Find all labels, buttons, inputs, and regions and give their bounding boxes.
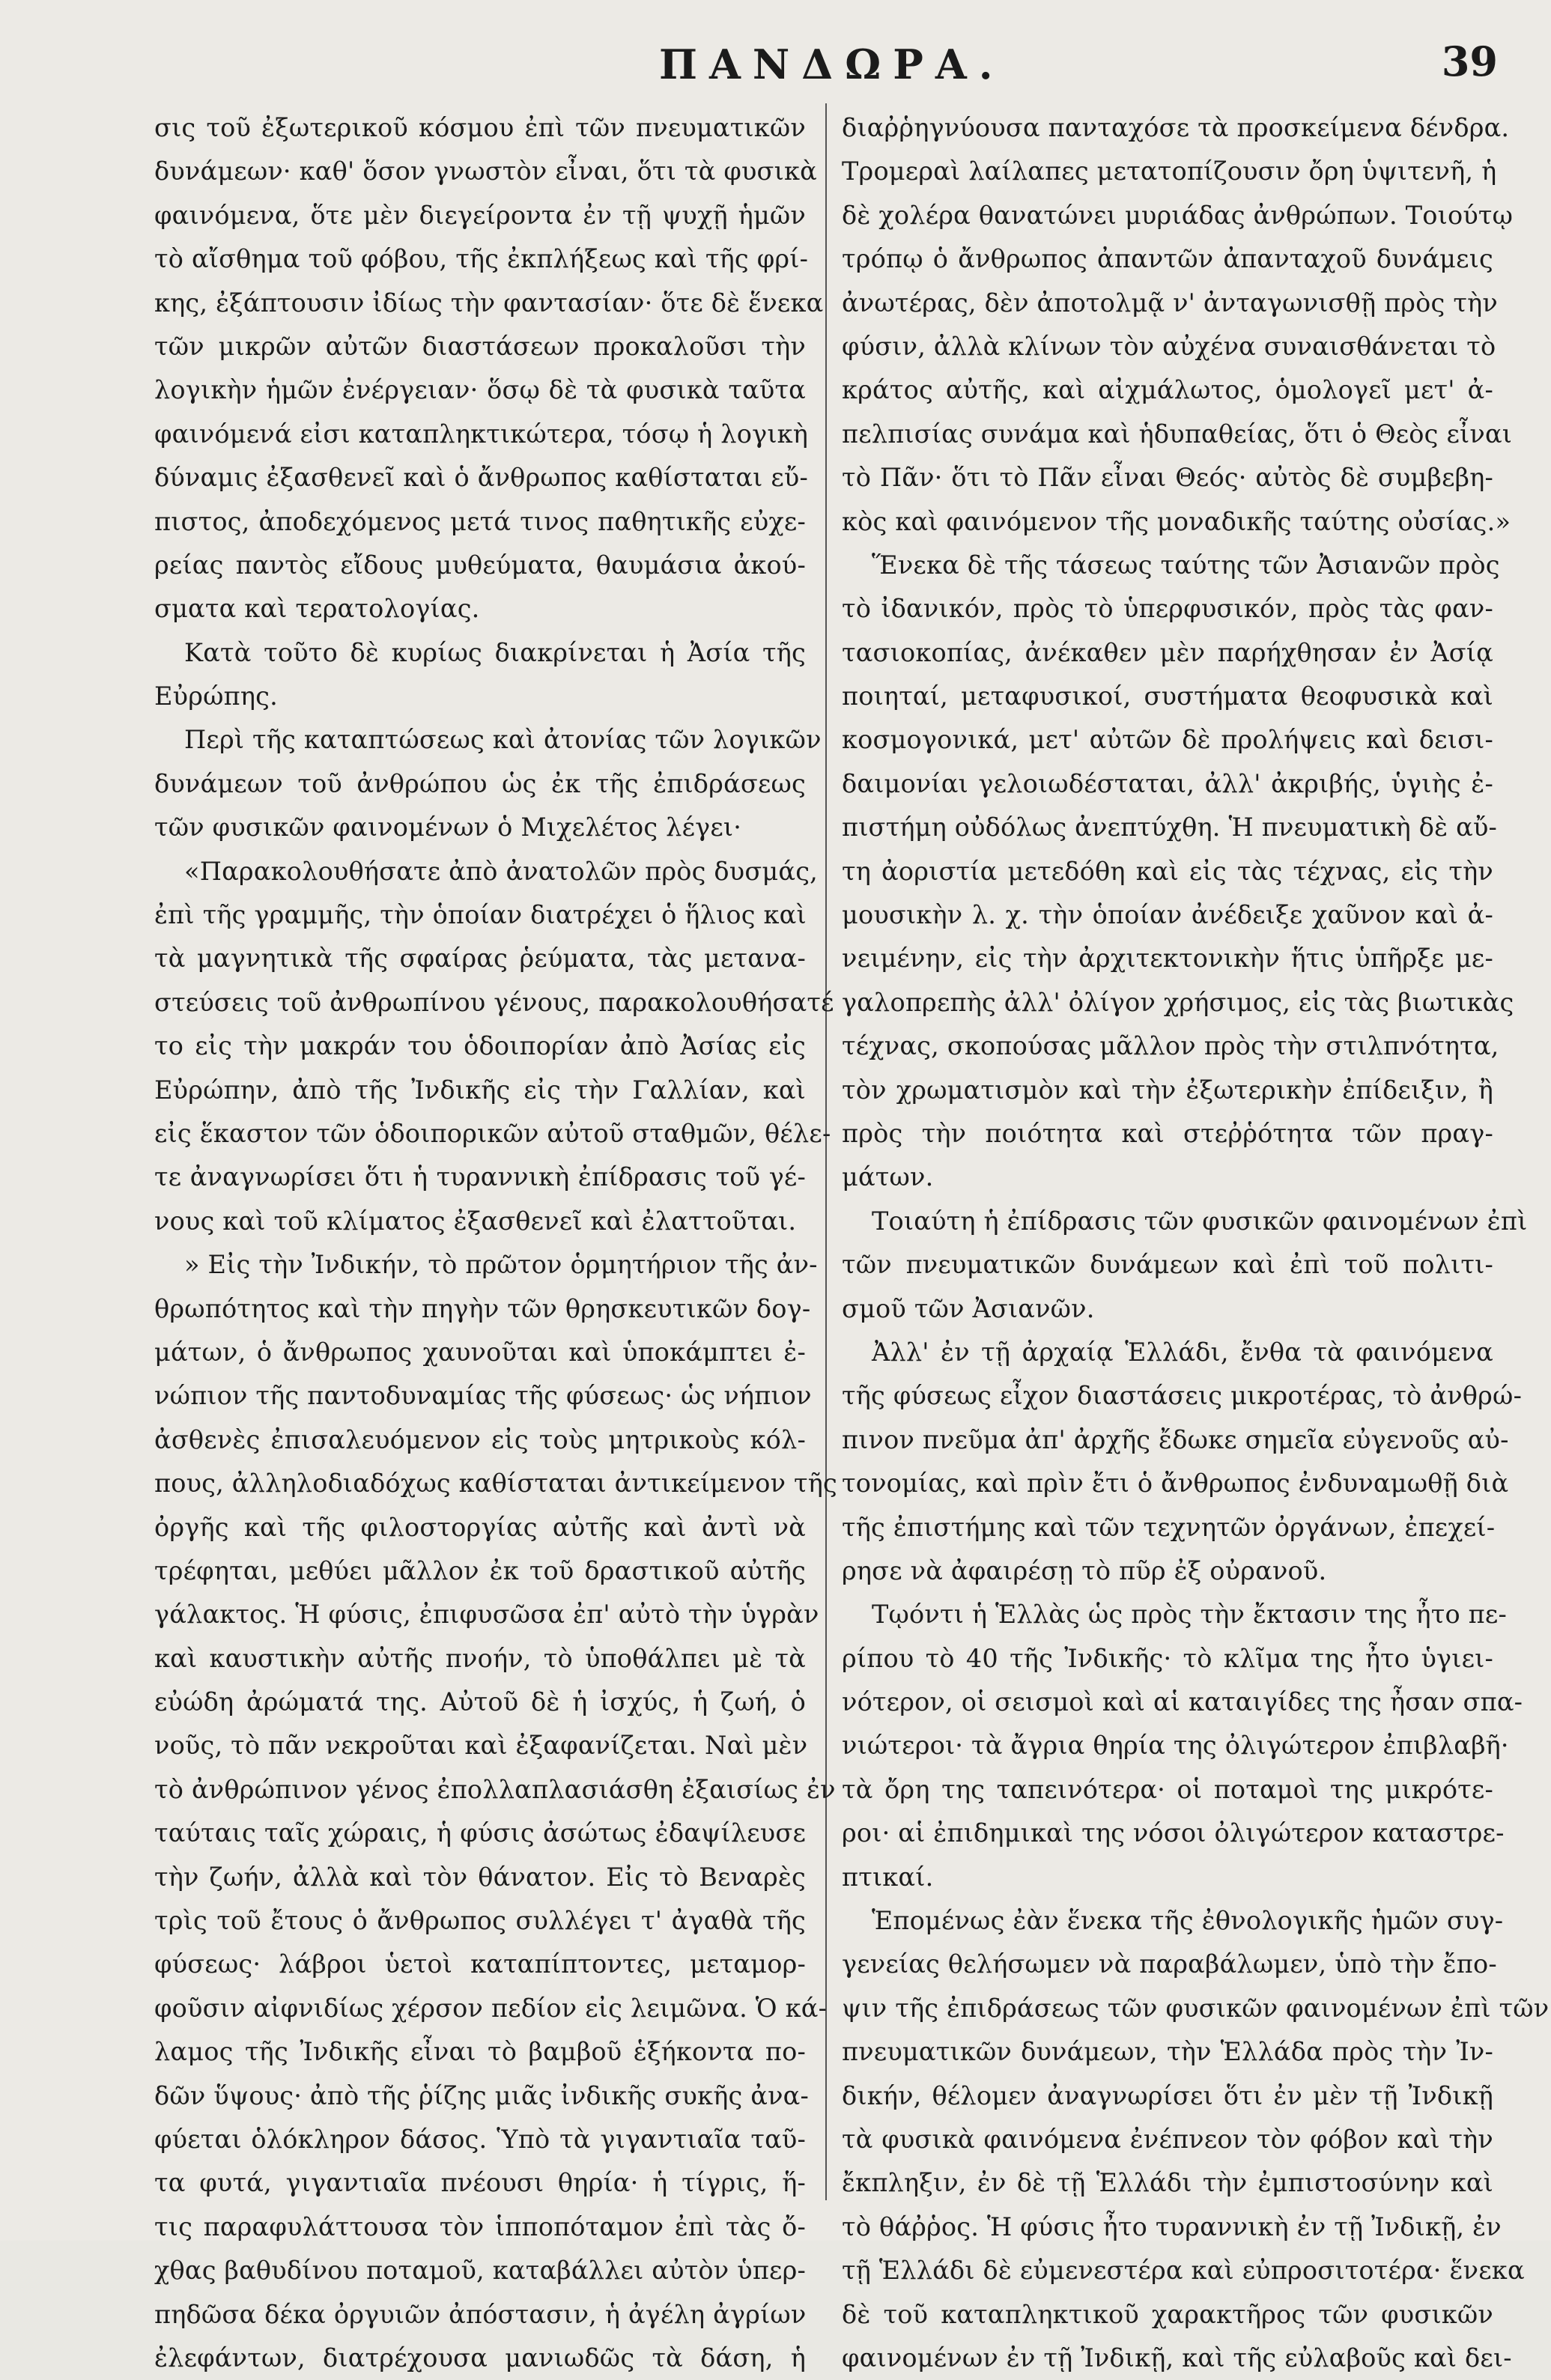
text-line: Εὐρώπην, ἀπὸ τῆς Ἰνδικῆς εἰς τὴν Γαλλίαν, καὶ — [154, 1075, 806, 1105]
text-line: Περὶ τῆς καταπτώσεως καὶ ἀτονίας τῶν λογικῶν — [184, 725, 822, 755]
text-line: Ἕνεκα δὲ τῆς τάσεως ταύτης τῶν Ἀσιανῶν πρὸς — [872, 550, 1500, 580]
text-line: Τῳόντι ἡ Ἑλλὰς ὡς πρὸς τὴν ἔκτασιν της ἦτο πε- — [872, 1600, 1507, 1630]
text-line: τὸ ἰδανικόν, πρὸς τὸ ὑπερφυσικόν, πρὸς τὰς φαν- — [842, 594, 1493, 624]
text-line: πους, ἀλληλοδιαδόχως καθίσταται ἀντικείμενον τῆς — [154, 1469, 838, 1499]
text-line: πρὸς τὴν ποιότητα καὶ στεῤῥότητα τῶν πραγ- — [842, 1118, 1493, 1148]
text-line: Εὐρώπης. — [154, 681, 278, 711]
text-line: νότερον, οἱ σεισμοὶ καὶ αἱ καταιγίδες της ἦσαν σπα- — [842, 1687, 1523, 1717]
text-line: δυνάμεων· καθ' ὅσον γνωστὸν εἶναι, ὅτι τὰ φυσικὰ — [154, 157, 817, 186]
text-line: ταύταις ταῖς χώραις, ἡ φύσις ἀσώτως ἐδαψίλευσε — [154, 1818, 806, 1848]
text-line: «Παρακολουθήσατε ἀπὸ ἀνατολῶν πρὸς δυσμάς, — [184, 856, 819, 886]
text-line: ἔκπληξιν, ἐν δὲ τῇ Ἑλλάδι τὴν ἐμπιστοσύνην καὶ — [842, 2168, 1493, 2198]
text-line: ἀνωτέρας, δὲν ἀποτολμᾷ ν' ἀνταγωνισθῇ πρὸς τὴν — [842, 288, 1498, 318]
text-line: πιστος, ἀποδεχόμενος μετά τινος παθητικῆς εὐχε- — [154, 506, 806, 536]
text-line: ἐπὶ τῆς γραμμῆς, τὴν ὁποίαν διατρέχει ὁ ἥλιος καὶ — [154, 900, 807, 930]
text-line: δὲ τοῦ καταπληκτικοῦ χαρακτῆρος τῶν φυσικῶν — [842, 2299, 1493, 2329]
text-line: τὸ Πᾶν· ὅτι τὸ Πᾶν εἶναι Θεός· αὐτὸς δὲ συμβεβη- — [842, 463, 1493, 493]
text-line: νιώτεροι· τὰ ἄγρια θηρία της ὀλιγώτερον ἐπιβλαβῆ· — [842, 1731, 1509, 1761]
text-line: πινον πνεῦμα ἀπ' ἀρχῆς ἔδωκε σημεῖα εὐγενοῦς αὐ- — [842, 1424, 1509, 1454]
text-line: φύσιν, ἀλλὰ κλίνων τὸν αὐχένα συναισθάνεται τὸ — [842, 331, 1496, 361]
text-line: τὴν ζωήν, ἀλλὰ καὶ τὸν θάνατον. Εἰς τὸ Βεναρὲς — [154, 1862, 806, 1892]
text-line: νοῦς, τὸ πᾶν νεκροῦται καὶ ἐξαφανίζεται. Ναὶ μὲν — [154, 1731, 808, 1761]
text-line: τῶν φυσικῶν φαινομένων ὁ Μιχελέτος λέγει· — [154, 813, 742, 843]
text-line: εἰς ἕκαστον τῶν ὁδοιπορικῶν αὐτοῦ σταθμῶν, θέλε- — [154, 1118, 831, 1148]
text-line: μουσικὴν λ. χ. τὴν ὁποίαν ἀνέδειξε χαῦνον καὶ ἀ- — [842, 900, 1493, 930]
text-line: κοσμογονικά, μετ' αὐτῶν δὲ προλήψεις καὶ δεισι- — [842, 725, 1493, 755]
text-line: τις παραφυλάττουσα τὸν ἱπποπόταμον ἐπὶ τὰς ὄ- — [154, 2211, 806, 2241]
text-line: καὶ καυστικὴν αὐτῆς πνοήν, τὸ ὑποθάλπει μὲ τὰ — [154, 1643, 806, 1673]
text-line: χθας βαθυδίνου ποταμοῦ, καταβάλλει αὐτὸν ὑπερ- — [154, 2256, 806, 2286]
text-line: τασιοκοπίας, ἀνέκαθεν μὲν παρήχθησαν ἐν Ἀσίᾳ — [842, 637, 1493, 667]
text-line: γαλοπρεπὴς ἀλλ' ὀλίγον χρήσιμος, εἰς τὰς βιωτικὰς — [842, 987, 1514, 1017]
left-column — [154, 106, 838, 2373]
text-line: σμοῦ τῶν Ἀσιανῶν. — [842, 1293, 1095, 1323]
page-header — [150, 36, 1498, 103]
text-line: δυνάμεων τοῦ ἀνθρώπου ὡς ἐκ τῆς ἐπιδράσεως — [154, 768, 806, 798]
text-line: τὸ αἴσθημα τοῦ φόβου, τῆς ἐκπλήξεως καὶ τῆς φρί- — [154, 244, 809, 274]
text-line: τὸν χρωματισμὸν καὶ τὴν ἐξωτερικὴν ἐπίδειξιν, ἢ — [842, 1075, 1493, 1105]
text-line: θρωπότητος καὶ τὴν πηγὴν τῶν θρησκευτικῶν δογ- — [154, 1293, 811, 1323]
text-line: ἀσθενὲς ἐπισαλευόμενον εἰς τοὺς μητρικοὺς κόλ- — [154, 1424, 806, 1454]
text-line: τὰ μαγνητικὰ τῆς σφαίρας ῥεύματα, τὰς μετανα- — [154, 944, 806, 974]
text-line: στεύσεις τοῦ ἀνθρωπίνου γένους, παρακολουθήσατέ — [154, 987, 834, 1017]
text-line: πτικαί. — [842, 1862, 934, 1892]
text-line: τῆς φύσεως εἶχον διαστάσεις μικροτέρας, τὸ ἀνθρώ- — [842, 1381, 1523, 1411]
text-line: λαμος τῆς Ἰνδικῆς εἶναι τὸ βαμβοῦ ἑξήκοντα πο- — [154, 2037, 806, 2067]
text-line: Ἑπομένως ἐὰν ἕνεκα τῆς ἐθνολογικῆς ἡμῶν συγ- — [872, 1906, 1504, 1936]
text-line: μάτων, ὁ ἄνθρωπος χαυνοῦται καὶ ὑποκάμπτει ἐ- — [154, 1337, 806, 1367]
text-line: νους καὶ τοῦ κλίματος ἐξασθενεῖ καὶ ἐλαττοῦται. — [154, 1206, 797, 1236]
text-line: δαιμονίαι γελοιωδέσταται, ἀλλ' ἀκριβής, ὑγιὴς ἐ- — [842, 768, 1493, 798]
text-line: γάλακτος. Ἡ φύσις, ἐπιφυσῶσα ἐπ' αὐτὸ τὴν ὑγρὰν — [154, 1600, 819, 1630]
text-line: νειμένην, εἰς τὴν ἀρχιτεκτονικὴν ἥτις ὑπῆρξε με- — [842, 944, 1493, 974]
text-line: τρὶς τοῦ ἔτους ὁ ἄνθρωπος συλλέγει τ' ἀγαθὰ τῆς — [154, 1906, 806, 1936]
text-line: ρίπου τὸ 40 τῆς Ἰνδικῆς· τὸ κλῖμα της ἦτο ὑγιει- — [842, 1643, 1493, 1673]
text-line: Κατὰ τοῦτο δὲ κυρίως διακρίνεται ἡ Ἀσία τῆς — [184, 637, 806, 667]
text-line: τῶν μικρῶν αὐτῶν διαστάσεων προκαλοῦσι τὴν — [154, 331, 806, 361]
text-line: δὲ χολέρα θανατώνει μυριάδας ἀνθρώπων. Τοιούτῳ — [842, 200, 1514, 230]
text-line: τρόπῳ ὁ ἄνθρωπος ἀπαντῶν ἀπανταχοῦ δυνάμεις — [842, 244, 1493, 274]
text-line: τῶν πνευματικῶν δυνάμεων καὶ ἐπὶ τοῦ πολιτι- — [842, 1250, 1493, 1280]
text-line: ἐλεφάντων, διατρέχουσα μανιωδῶς τὰ δάση, ἡ — [154, 2343, 806, 2373]
text-line: κης, ἐξάπτουσιν ἰδίως τὴν φαντασίαν· ὅτε δὲ ἕνεκα — [154, 288, 824, 318]
text-line: τὸ θάῤῥος. Ἡ φύσις ἦτο τυραννικὴ ἐν τῇ Ἰνδικῇ, ἐν — [842, 2211, 1502, 2241]
text-line: τονομίας, καὶ πρὶν ἔτι ὁ ἄνθρωπος ἐνδυναμωθῇ διὰ — [842, 1469, 1509, 1499]
text-line: πηδῶσα δέκα ὀργυιῶν ἀπόστασιν, ἡ ἀγέλη ἀγρίων — [154, 2299, 807, 2329]
text-line: ποιηταί, μεταφυσικοί, συστήματα θεοφυσικὰ καὶ — [842, 681, 1493, 711]
text-line: κράτος αὐτῆς, καὶ αἰχμάλωτος, ὁμολογεῖ μετ' ἀ- — [842, 375, 1493, 405]
text-line: νώπιον τῆς παντοδυναμίας τῆς φύσεως· ὡς νήπιον — [154, 1381, 812, 1411]
text-line: δικήν, θέλομεν ἀναγνωρίσει ὅτι ἐν μὲν τῇ Ἰνδικῇ — [842, 2080, 1493, 2110]
text-line: διαῤῥηγνύουσα πανταχόσε τὰ προσκείμενα δένδρα. — [842, 113, 1510, 142]
text-line: δῶν ὕψους· ἀπὸ τῆς ῥίζης μιᾶς ἰνδικῆς συκῆς ἀνα- — [154, 2080, 810, 2110]
text-line: φαινόμενα, ὅτε μὲν διεγείροντα ἐν τῇ ψυχῇ ἡμῶν — [154, 200, 806, 230]
text-line: πιστήμη οὐδόλως ἀνεπτύχθη. Ἡ πνευματικὴ δὲ αὔ- — [842, 813, 1498, 843]
text-line: Τρομεραὶ λαίλαπες μετατοπίζουσιν ὄρη ὑψιτενῆ, ἡ — [842, 157, 1497, 186]
text-line: τα φυτά, γιγαντιαῖα πνέουσι θηρία· ἡ τίγρις, ἥ- — [154, 2168, 806, 2198]
text-line: πνευματικῶν δυνάμεων, τὴν Ἑλλάδα πρὸς τὴν Ἰν- — [842, 2037, 1493, 2067]
text-line: φύσεως· λάβροι ὑετοὶ καταπίπτοντες, μεταμορ- — [154, 1949, 806, 1979]
text-line: ρείας παντὸς εἴδους μυθεύματα, θαυμάσια ἀκού- — [154, 550, 806, 580]
text-line: φύεται ὁλόκληρον δάσος. Ὑπὸ τὰ γιγαντιαῖα ταῦ- — [154, 2124, 806, 2154]
text-line: γενείας θελήσωμεν νὰ παραβάλωμεν, ὑπὸ τὴν ἔπο- — [842, 1949, 1497, 1979]
text-line: Ἀλλ' ἐν τῇ ἀρχαίᾳ Ἑλλάδι, ἔνθα τὰ φαινόμενα — [872, 1337, 1493, 1367]
text-line: εὐώδη ἀρώματά της. Αὐτοῦ δὲ ἡ ἰσχύς, ἡ ζωή, ὁ — [154, 1687, 806, 1717]
text-line: Τοιαύτη ἡ ἐπίδρασις τῶν φυσικῶν φαινομένων ἐπὶ — [872, 1206, 1528, 1236]
right-column — [842, 106, 1550, 2373]
text-line: δύναμις ἐξασθενεῖ καὶ ὁ ἄνθρωπος καθίσταται εὔ- — [154, 463, 808, 493]
text-line: ὀργῆς καὶ τῆς φιλοστοργίας αὐτῆς καὶ ἀντὶ νὰ — [154, 1512, 806, 1542]
text-columns — [154, 106, 1550, 2373]
page-number: 39 — [1441, 37, 1498, 85]
text-line: τη ἀοριστία μετεδόθη καὶ εἰς τὰς τέχνας, εἰς τὴν — [842, 856, 1493, 886]
text-line: φαινομένων ἐν τῇ Ἰνδικῇ, καὶ τῆς εὐλαβοῦς καὶ δει- — [842, 2343, 1512, 2373]
text-line: ροι· αἱ ἐπιδημικαὶ της νόσοι ὀλιγώτερον καταστρε- — [842, 1818, 1505, 1848]
text-line: τε ἀναγνωρίσει ὅτι ἡ τυραννικὴ ἐπίδρασις τοῦ γέ- — [154, 1162, 806, 1192]
running-title: ΠΑΝΔΩΡΑ. — [659, 40, 1005, 88]
text-line: τὰ φυσικὰ φαινόμενα ἐνέπνεον τὸν φόβον καὶ τὴν — [842, 2124, 1493, 2154]
text-line: ψιν τῆς ἐπιδράσεως τῶν φυσικῶν φαινομένων ἐπὶ τῶν — [842, 1993, 1550, 2023]
text-line: τέχνας, σκοπούσας μᾶλλον πρὸς τὴν στιλπνότητα, — [842, 1031, 1499, 1061]
text-line: τῆς ἐπιστήμης καὶ τῶν τεχνητῶν ὀργάνων, ἐπεχεί- — [842, 1512, 1496, 1542]
text-line: λογικὴν ἡμῶν ἐνέργειαν· ὅσῳ δὲ τὰ φυσικὰ ταῦτα — [154, 375, 806, 405]
text-line: πελπισίας συνάμα καὶ ἡδυπαθείας, ὅτι ὁ Θεὸς εἶναι — [842, 419, 1513, 449]
text-line: σματα καὶ τερατολογίας. — [154, 594, 480, 624]
text-line: ρησε νὰ ἀφαιρέσῃ τὸ πῦρ ἐξ οὐρανοῦ. — [842, 1555, 1327, 1585]
text-line: τὸ ἀνθρώπινον γένος ἐπολλαπλασιάσθη ἐξαισίως ἐν — [154, 1774, 836, 1804]
text-line: » Εἰς τὴν Ἰνδικήν, τὸ πρῶτον ὁρμητήριον τῆς ἀν- — [184, 1250, 818, 1280]
text-line: τρέφηται, μεθύει μᾶλλον ἐκ τοῦ δραστικοῦ αὐτῆς — [154, 1555, 806, 1585]
text-line: κὸς καὶ φαινόμενον τῆς μοναδικῆς ταύτης οὐσίας.» — [842, 506, 1511, 536]
text-line: φαινόμενά εἰσι καταπληκτικώτερα, τόσῳ ἡ λογικὴ — [154, 419, 809, 449]
text-line: τὰ ὄρη της ταπεινότερα· οἱ ποταμοὶ της μικρότε- — [842, 1774, 1493, 1804]
text-line: φοῦσιν αἰφνιδίως χέρσον πεδίον εἰς λειμῶνα. Ὁ κά- — [154, 1993, 828, 2023]
text-line: μάτων. — [842, 1162, 934, 1192]
text-line: σις τοῦ ἐξωτερικοῦ κόσμου ἐπὶ τῶν πνευματικῶν — [154, 113, 806, 142]
text-line: τῇ Ἑλλάδι δὲ εὐμενεστέρα καὶ εὐπροσιτοτέρα· ἕνεκα — [842, 2256, 1525, 2286]
text-line: το εἰς τὴν μακράν του ὁδοιπορίαν ἀπὸ Ἀσίας εἰς — [154, 1031, 806, 1061]
